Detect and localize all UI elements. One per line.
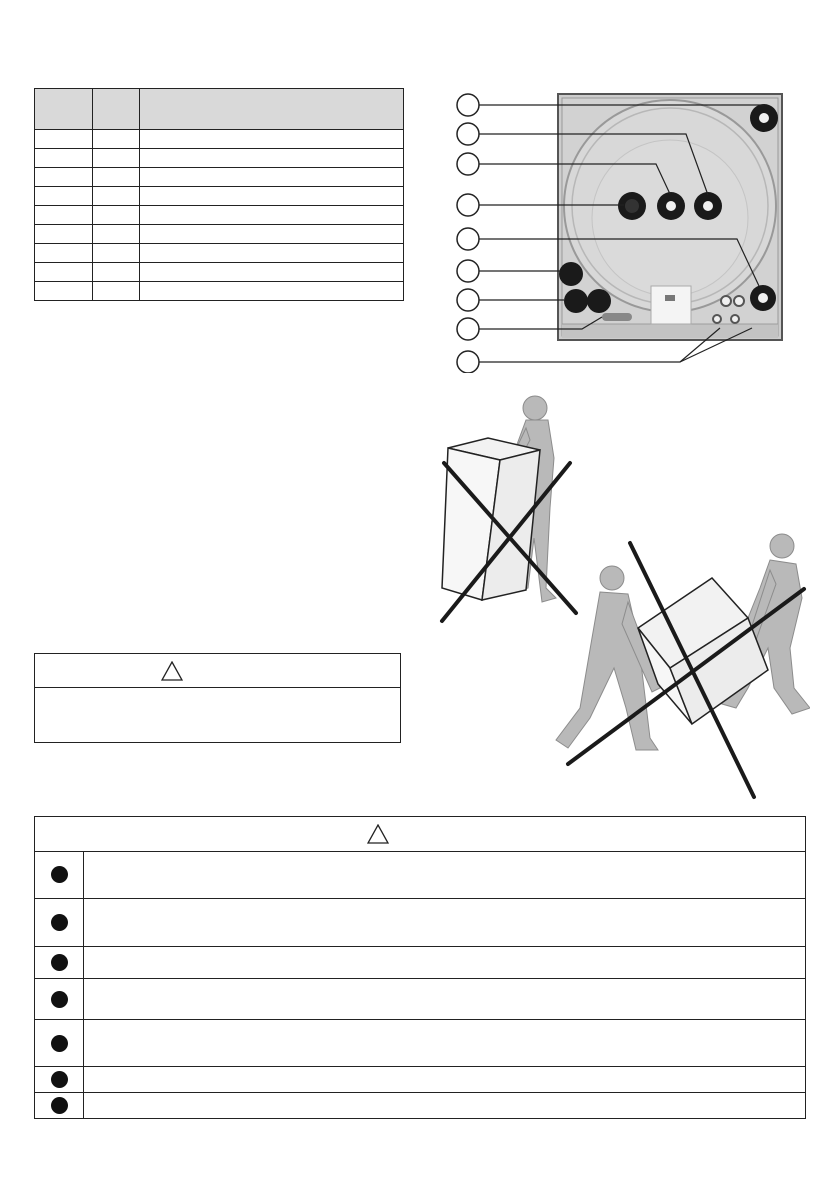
table-row (35, 168, 404, 187)
table-cell (35, 282, 93, 301)
table-cell (140, 187, 404, 206)
warning-item (35, 1093, 805, 1118)
callout-4 (457, 194, 479, 216)
table-cell (140, 206, 404, 225)
warning-item (35, 947, 805, 979)
warning-triangle-icon (161, 661, 183, 681)
callout-1 (457, 94, 479, 116)
table-cell (140, 130, 404, 149)
callout-8 (457, 318, 479, 340)
callout-9 (457, 351, 479, 373)
warning-item (35, 899, 805, 947)
table-row (35, 149, 404, 168)
warning-item (35, 1020, 805, 1067)
warning-item (35, 851, 805, 899)
warning-item (35, 979, 805, 1020)
table-row (35, 244, 404, 263)
unit-connections-diagram (452, 88, 787, 373)
person-front-carrying (556, 566, 660, 750)
filled-circle-bullet-icon (51, 1097, 68, 1114)
table-row (35, 187, 404, 206)
caution-box (34, 653, 401, 743)
caution-box-header (35, 654, 400, 688)
table-cell (93, 206, 140, 225)
table-row (35, 263, 404, 282)
table-cell (35, 168, 93, 187)
connector-6 (559, 262, 583, 286)
table-cell (35, 130, 93, 149)
filled-circle-bullet-icon (51, 1035, 68, 1052)
table-row (35, 225, 404, 244)
table-cell (93, 168, 140, 187)
callout-2 (457, 123, 479, 145)
connector-2 (694, 192, 722, 220)
warning-item (35, 1067, 805, 1093)
filled-circle-bullet-icon (51, 991, 68, 1008)
table-row (35, 130, 404, 149)
warning-triangle-icon (367, 824, 389, 844)
connector-3 (657, 192, 685, 220)
table-cell (93, 130, 140, 149)
filled-circle-bullet-icon (51, 866, 68, 883)
table-cell (140, 168, 404, 187)
table-cell (140, 149, 404, 168)
warning-box-header (35, 817, 805, 852)
filled-circle-bullet-icon (51, 1071, 68, 1088)
table-cell (93, 282, 140, 301)
table-cell (93, 244, 140, 263)
table-cell (93, 149, 140, 168)
table-cell (140, 263, 404, 282)
table-cell (35, 149, 93, 168)
table-cell (140, 282, 404, 301)
table-row (35, 206, 404, 225)
header-cell (140, 89, 404, 130)
table-cell (35, 263, 93, 282)
callout-5 (457, 228, 479, 250)
connector-5 (750, 285, 776, 311)
parts-table (34, 88, 404, 301)
filled-circle-bullet-icon (51, 914, 68, 931)
callout-7 (457, 289, 479, 311)
connector-1 (750, 104, 778, 132)
caution-box-text (35, 688, 400, 700)
carrying-illustration (430, 388, 810, 803)
table-cell (35, 225, 93, 244)
table-cell (140, 244, 404, 263)
table-cell (35, 187, 93, 206)
warning-box (34, 816, 806, 1119)
header-cell (35, 89, 93, 130)
table-cell (35, 206, 93, 225)
table-cell (93, 187, 140, 206)
connector-8 (602, 313, 632, 321)
table-cell (93, 225, 140, 244)
parts-table-header (35, 89, 404, 130)
table-cell (35, 244, 93, 263)
connector-4 (618, 192, 646, 220)
callout-6 (457, 260, 479, 282)
header-cell (93, 89, 140, 130)
table-cell (140, 225, 404, 244)
callout-3 (457, 153, 479, 175)
filled-circle-bullet-icon (51, 954, 68, 971)
table-cell (93, 263, 140, 282)
table-row (35, 282, 404, 301)
